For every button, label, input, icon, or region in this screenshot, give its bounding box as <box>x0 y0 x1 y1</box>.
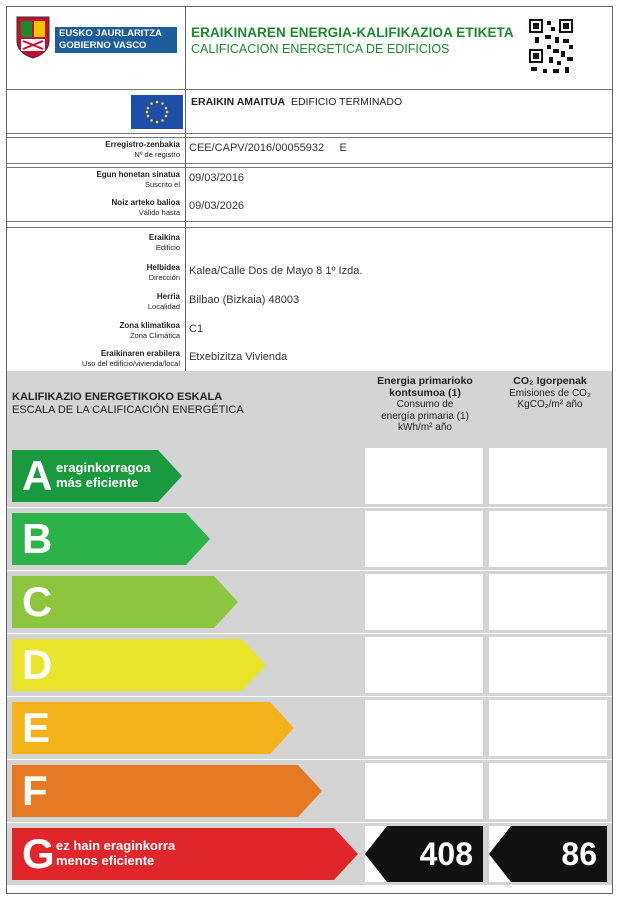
energy-cell-c <box>365 574 483 630</box>
signed-label <box>96 170 180 190</box>
status-spanish: EDIFICIO TERMINADO <box>290 96 403 108</box>
band-arrow-d <box>12 639 266 691</box>
band-letter-a: A <box>22 452 53 499</box>
use-label-spanish: Uso del edificio/vivienda/local <box>82 359 180 368</box>
co2-unit: KgCO₂/m² año <box>517 399 583 410</box>
band-caption-g <box>56 838 175 868</box>
town-value: Bilbao (Bizkaia) 48003 <box>189 294 300 306</box>
band-arrow-c <box>12 576 238 628</box>
band-letter-f: F <box>22 767 48 814</box>
valid-label <box>112 198 180 218</box>
energy-cell-d <box>365 637 483 693</box>
building-status <box>191 96 402 108</box>
band-caption-a <box>56 460 151 490</box>
band-arrow-b <box>12 513 210 565</box>
zone-value: C1 <box>189 323 204 335</box>
scale-title-spanish: ESCALA DE LA CALIFICACIÓN ENERGÉTICA <box>12 404 244 416</box>
co2-cell-d <box>489 637 607 693</box>
registry-label <box>105 140 180 160</box>
title-basque: ERAIKINAREN ENERGIA-KALIFIKAZIOA ETIKETA <box>191 25 514 40</box>
government-name <box>55 27 177 53</box>
registry-number: CEE/CAPV/2016/00055932 <box>189 142 325 154</box>
energy-cell-f <box>365 763 483 819</box>
use-value: Etxebizitza Vivienda <box>189 351 288 363</box>
energy-unit: kWh/m² año <box>398 422 452 433</box>
co2-cell-f <box>489 763 607 819</box>
band-caption-line2: menos eficiente <box>56 853 155 868</box>
energy-rating-value: 408 <box>419 836 473 872</box>
title-spanish: CALIFICACION ENERGETICA DE EDIFICIOS <box>191 42 450 56</box>
energy-cell-e <box>365 700 483 756</box>
registry-value <box>189 142 347 154</box>
use-label-basque: Eraikinaren erabilera <box>100 349 180 358</box>
band-caption-line1: ez hain eraginkorra <box>56 838 176 853</box>
registry-suffix: E <box>339 142 347 154</box>
address-label <box>147 263 180 283</box>
energy-header-line2: kontsumoa (1) <box>389 386 461 399</box>
qr-code-icon <box>527 17 575 77</box>
energy-cell-a <box>365 448 483 504</box>
use-label <box>82 349 180 369</box>
town-label-basque: Herria <box>156 292 180 301</box>
building-title <box>149 233 180 253</box>
energy-rating-arrow <box>365 826 483 882</box>
band-arrow-a <box>12 450 182 502</box>
gov-name-spanish: GOBIERNO VASCO <box>59 40 147 51</box>
band-arrow-g <box>12 828 358 880</box>
zone-label-basque: Zona klimatikoa <box>119 321 180 330</box>
co2-header-title: CO₂ Igorpenak <box>513 375 587 387</box>
co2-cell-b <box>489 511 607 567</box>
co2-cell-a <box>489 448 607 504</box>
band-arrow-f <box>12 765 322 817</box>
zone-label-spanish: Zona Climática <box>129 331 180 340</box>
band-letter-d: D <box>22 641 53 688</box>
registry-label-basque: Erregistro-zenbakia <box>105 140 180 149</box>
energy-column-header <box>363 376 487 434</box>
co2-cell-e <box>489 700 607 756</box>
band-caption-line2: más eficiente <box>56 475 139 490</box>
energy-sub-line2: energía primaria (1) <box>381 410 469 422</box>
valid-label-basque: Noiz arteko balioa <box>111 198 180 207</box>
building-title-basque: Eraikina <box>148 233 180 242</box>
gov-name-basque: EUSKO JAURLARITZA <box>59 28 162 39</box>
scale-title-basque: KALIFIKAZIO ENERGETIKOKO ESKALA <box>12 391 223 403</box>
co2-rating-value: 86 <box>561 836 597 872</box>
shield-icon <box>15 15 51 59</box>
energy-sub-line1: Consumo de <box>396 399 454 410</box>
valid-label-spanish: Válido hasta <box>138 208 180 217</box>
band-letter-e: E <box>22 704 51 751</box>
signed-date: 09/03/2016 <box>189 172 245 184</box>
signed-label-basque: Egun honetan sinatua <box>96 170 180 179</box>
scale-title <box>12 391 244 417</box>
building-title-spanish: Edificio <box>155 243 180 252</box>
address-label-spanish: Dirección <box>148 273 180 282</box>
co2-cell-c <box>489 574 607 630</box>
energy-header-line1: Energia primarioko <box>377 375 473 387</box>
band-arrow-e <box>12 702 294 754</box>
status-basque: ERAIKIN AMAITUA <box>191 96 286 108</box>
co2-rating-arrow <box>489 826 607 882</box>
town-label <box>148 292 180 312</box>
address-value: Kalea/Calle Dos de Mayo 8 1º Izda. <box>189 265 363 277</box>
band-letter-b: B <box>22 515 53 562</box>
signed-label-spanish: Suscrito el <box>144 180 180 189</box>
certificate-page <box>6 6 613 894</box>
co2-header-sub: Emisiones de CO₂ <box>509 387 591 399</box>
valid-date: 09/03/2026 <box>189 200 245 212</box>
band-letter-g: G <box>22 830 55 877</box>
eu-flag-icon <box>131 95 183 129</box>
registry-label-spanish: Nº de registro <box>134 150 180 159</box>
zone-label <box>120 321 180 341</box>
band-letter-c: C <box>22 578 53 625</box>
co2-column-header <box>489 376 611 411</box>
energy-cell-b <box>365 511 483 567</box>
town-label-spanish: Localidad <box>147 302 180 311</box>
band-caption-line1: eraginkorragoa <box>56 460 151 475</box>
address-label-basque: Helbidea <box>146 263 180 272</box>
basque-government-logo <box>15 15 175 63</box>
